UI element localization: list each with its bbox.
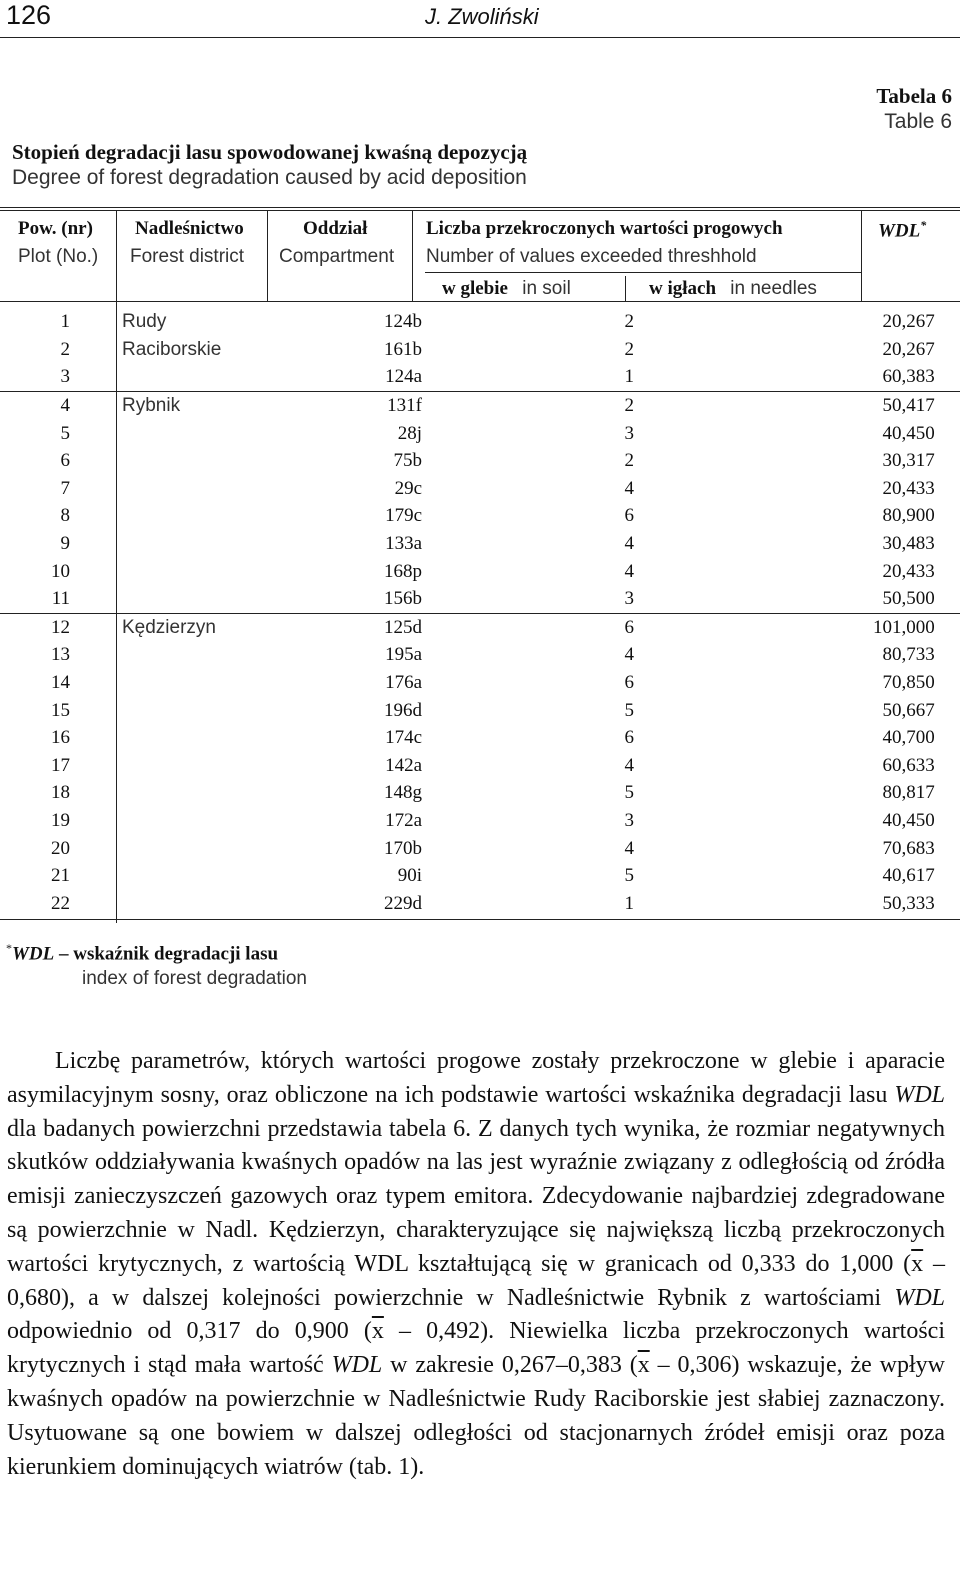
compartment: 170b — [384, 837, 422, 859]
wdl-value: 0,700 — [892, 727, 935, 749]
compartment: 124b — [384, 311, 422, 333]
table-row — [0, 585, 960, 613]
compartment: 179c — [385, 505, 422, 527]
plot-number: 9 — [60, 533, 70, 555]
body-paragraph — [7, 1045, 945, 1484]
table-row — [0, 308, 960, 336]
forest-district — [70, 889, 362, 917]
soil-count: 4 — [624, 533, 634, 555]
wdl-value: 0,267 — [892, 338, 935, 360]
col-divider-4 — [625, 276, 626, 301]
soil-count: 4 — [624, 560, 634, 582]
forest-district — [70, 807, 362, 835]
table-row — [0, 862, 960, 890]
compartment: 125d — [384, 616, 422, 638]
wdl-value: 0,383 — [892, 363, 960, 391]
table-row — [0, 502, 960, 530]
needles-count: 5 — [634, 585, 892, 613]
forest-district: Kędzierzyn — [122, 616, 216, 638]
wdl-value: 0,450 — [892, 809, 935, 831]
wdl-value: 0,417 — [892, 395, 935, 417]
compartment: 90i — [397, 865, 422, 887]
compartment: 168p — [384, 560, 422, 582]
col-compartment-pl: Oddział — [303, 218, 368, 239]
col-nr-pl: Pow. (nr) — [18, 218, 93, 239]
table-row — [0, 807, 960, 835]
plot-number: 12 — [51, 616, 70, 638]
table-row — [0, 696, 960, 724]
mean-symbol: $\overline{x}$ — [637, 1352, 650, 1379]
plot-number: 4 — [60, 395, 70, 417]
compartment: 156b — [362, 585, 422, 613]
table-top-rule-2 — [0, 210, 960, 211]
plot-number: 3 — [0, 363, 70, 391]
compartment: 195a — [385, 644, 422, 666]
soil-count: 2 — [624, 311, 634, 333]
page-number: 126 — [6, 0, 52, 30]
plot-number: 15 — [51, 699, 70, 721]
soil-count: 3 — [624, 422, 634, 444]
forest-district — [70, 752, 362, 780]
wdl-value: 0,617 — [892, 865, 935, 887]
table-row — [0, 779, 960, 807]
wdl-abbr: WDL — [894, 1284, 945, 1311]
compartment: 229d — [384, 892, 422, 914]
forest-district: Raciborskie — [122, 338, 222, 360]
needles-count: 4 — [882, 727, 892, 749]
soil-count: 5 — [624, 782, 634, 804]
forest-district — [70, 641, 362, 669]
plot-number: 18 — [51, 782, 70, 804]
plot-number: 5 — [60, 422, 70, 444]
forest-district — [70, 834, 362, 862]
forest-district: Rudy — [122, 311, 167, 333]
forest-district — [70, 585, 362, 613]
col-needles: w igłach in needles — [649, 278, 817, 299]
wdl-value: 0,633 — [892, 754, 935, 776]
plot-number: 8 — [60, 505, 70, 527]
compartment: 124a — [362, 363, 422, 391]
wdl-value: 0,267 — [892, 311, 935, 333]
wdl-value: 0,317 — [892, 450, 935, 472]
body-text-segment: Liczbę parametrów, których wartości progowe zostały przekroczone w glebie i aparacie asymilacyjnym sosny, oraz obliczone na ich podstawie wartości wskaźnika degradacji lasu — [7, 1048, 945, 1108]
soil-count: 6 — [624, 616, 634, 638]
plot-number: 10 — [51, 560, 70, 582]
wdl-abbr: WDL — [894, 1081, 945, 1108]
needles-count: 2 — [882, 311, 892, 333]
forest-district — [70, 557, 362, 585]
soil-count: 1 — [422, 363, 634, 391]
forest-district — [70, 447, 362, 475]
compartment: 176a — [385, 672, 422, 694]
col-compartment-en: Compartment — [279, 246, 395, 267]
col-soil: w glebie in soil — [442, 278, 571, 299]
needles-count: 8 — [882, 782, 892, 804]
plot-number: 11 — [0, 585, 70, 613]
wdl-value: 0,900 — [892, 505, 935, 527]
table-row — [0, 834, 960, 862]
compartment: 133a — [385, 533, 422, 555]
wdl-value: 0,850 — [892, 672, 935, 694]
soil-count: 3 — [624, 809, 634, 831]
soil-count: 3 — [422, 585, 634, 613]
plot-number: 2 — [60, 338, 70, 360]
table-row — [0, 530, 960, 558]
running-author: J. Zwoliński — [425, 4, 539, 29]
table-row — [0, 613, 960, 641]
data-table — [0, 308, 960, 917]
wdl-value: 1,000 — [892, 616, 935, 638]
wdl-value: 0,817 — [892, 782, 935, 804]
table-row — [0, 419, 960, 447]
mean-symbol: $\overline{x}$ — [371, 1318, 384, 1345]
needles-count: 10 — [873, 616, 892, 638]
compartment: 131f — [387, 395, 422, 417]
compartment: 196d — [384, 699, 422, 721]
soil-count: 4 — [624, 644, 634, 666]
body-text-segment: – 0,492). Niewielka liczba przekroczonych wartości krytycznych i stąd mała wartość — [7, 1318, 946, 1379]
needles-count: 6 — [882, 754, 892, 776]
footnote-en: index of forest degradation — [82, 968, 307, 989]
body-text-segment: odpowiednio od 0,317 do 0,900 ( — [7, 1318, 372, 1345]
table-row — [0, 447, 960, 475]
forest-district — [70, 696, 362, 724]
body-text-segment: dla badanych powierzchni przedstawia tabela 6. Z danych tych wynika, że rozmiar negatywnych skutków oddziaływania kwaśnych opadów na las jest wyraźnie związany z odległością od źródła emisji zanieczyszczeń gazowych oraz typem emitora. Zdecydowanie najbardziej zdegradowane są powierzchnie w Nadl. Kędzierzyn, charakteryzujące się największą liczbą przekroczonych wartości krytycznych, z wartością WDL kształtującą się w granicach od 0,333 do 1,000 ( — [7, 1115, 945, 1277]
needles-count: 3 — [882, 533, 892, 555]
needles-count: 8 — [882, 505, 892, 527]
plot-number: 7 — [60, 477, 70, 499]
wdl-value: 0,733 — [892, 644, 935, 666]
table-row — [0, 363, 960, 391]
plot-number: 14 — [51, 672, 70, 694]
table-label-pl: Tabela 6 — [876, 84, 952, 108]
needles-count: 4 — [882, 809, 892, 831]
needles-count: 2 — [882, 338, 892, 360]
wdl-value: 0,450 — [892, 422, 935, 444]
forest-district — [70, 669, 362, 697]
plot-number: 16 — [51, 727, 70, 749]
col-exceeded-pl: Liczba przekroczonych wartości progowych — [426, 218, 783, 239]
forest-district — [70, 419, 362, 447]
plot-number: 20 — [51, 837, 70, 859]
soil-count: 2 — [624, 450, 634, 472]
forest-district — [70, 502, 362, 530]
soil-count: 1 — [624, 892, 634, 914]
body-text-segment: – 0,680), a w dalszej kolejności powierzchnie w Nadleśnictwie Rybnik z wartościami — [7, 1250, 946, 1311]
forest-district — [70, 724, 362, 752]
soil-count: 5 — [624, 865, 634, 887]
table-title-pl: Stopień degradacji lasu spowodowanej kwaśną depozycją — [12, 140, 528, 164]
col-divider-2 — [267, 210, 268, 301]
compartment: 174c — [385, 727, 422, 749]
wdl-value: 0,667 — [892, 699, 935, 721]
header-bottom-rule — [0, 301, 960, 302]
table-bottom-rule-2 — [0, 919, 960, 920]
soil-count: 2 — [624, 395, 634, 417]
needles-count: 6 — [634, 363, 892, 391]
table-row — [0, 391, 960, 419]
wdl-value: 0,500 — [892, 585, 960, 613]
compartment: 29c — [394, 477, 422, 499]
table-row — [0, 475, 960, 503]
needles-count: 7 — [882, 837, 892, 859]
table-row — [0, 889, 960, 917]
table-row — [0, 641, 960, 669]
needles-count: 4 — [882, 422, 892, 444]
plot-number: 17 — [51, 754, 70, 776]
needles-count: 4 — [882, 865, 892, 887]
plot-number: 13 — [51, 644, 70, 666]
mean-symbol: $\overline{x}$ — [911, 1250, 924, 1277]
compartment: 28j — [397, 422, 422, 444]
forest-district — [70, 862, 362, 890]
compartment: 161b — [384, 338, 422, 360]
wdl-value: 0,433 — [892, 560, 935, 582]
col-district-pl: Nadleśnictwo — [135, 218, 244, 239]
table-row — [0, 669, 960, 697]
soil-count: 5 — [624, 699, 634, 721]
needles-count: 5 — [882, 395, 892, 417]
plot-number: 19 — [51, 809, 70, 831]
footnote-pl: *WDL – wskaźnik degradacji lasu — [6, 941, 279, 965]
body-text-segment: w zakresie 0,267–0,383 ( — [382, 1352, 638, 1379]
col-divider-3 — [412, 210, 413, 301]
table-top-rule-1 — [0, 207, 960, 208]
needles-count: 2 — [882, 560, 892, 582]
col-divider-5 — [861, 210, 862, 301]
wdl-value: 0,433 — [892, 477, 935, 499]
table-row — [0, 336, 960, 364]
header-rule — [0, 37, 960, 38]
plot-number: 1 — [60, 311, 70, 333]
wdl-abbr: WDL — [331, 1352, 383, 1379]
col-exceeded-en: Number of values exceeded threshhold — [426, 246, 757, 267]
needles-count: 3 — [882, 450, 892, 472]
table-label-en: Table 6 — [884, 110, 952, 133]
compartment: 148g — [384, 782, 422, 804]
forest-district — [70, 363, 362, 391]
needles-count: 8 — [882, 644, 892, 666]
soil-count: 2 — [624, 338, 634, 360]
forest-district — [70, 779, 362, 807]
compartment: 172a — [385, 809, 422, 831]
wdl-value: 0,483 — [892, 533, 935, 555]
plot-number: 6 — [60, 450, 70, 472]
needles-count: 7 — [882, 672, 892, 694]
subheader-rule — [425, 272, 861, 273]
table-row — [0, 724, 960, 752]
plot-number: 22 — [51, 892, 70, 914]
forest-district — [70, 475, 362, 503]
table-row — [0, 752, 960, 780]
plot-number: 21 — [51, 865, 70, 887]
forest-district — [70, 530, 362, 558]
col-district-en: Forest district — [130, 246, 245, 267]
table-row — [0, 557, 960, 585]
table-title-en: Degree of forest degradation caused by acid deposition — [12, 166, 527, 189]
needles-count: 2 — [882, 477, 892, 499]
forest-district: Rybnik — [122, 395, 181, 417]
wdl-value: 0,333 — [892, 892, 935, 914]
body-text-segment: – 0,306) wskazuje, że wpływ kwaśnych opadów na powierzchnie w Nadleśnictwie Rudy Raciborskie jest słabiej zaznaczony. Usytuowane są one bowiem w dalszej odległości od stacjonarnych źródeł emisji oraz poza kierunkiem dominujących wiatrów (tab. 1). — [7, 1352, 945, 1480]
soil-count: 6 — [624, 727, 634, 749]
needles-count: 5 — [882, 892, 892, 914]
col-wdl: WDL* — [878, 218, 927, 242]
soil-count: 4 — [624, 754, 634, 776]
soil-count: 4 — [624, 477, 634, 499]
col-nr-en: Plot (No.) — [18, 246, 99, 267]
compartment: 75b — [393, 450, 422, 472]
soil-count: 6 — [624, 505, 634, 527]
needles-count: 5 — [882, 699, 892, 721]
soil-count: 6 — [624, 672, 634, 694]
compartment: 142a — [385, 754, 422, 776]
soil-count: 4 — [624, 837, 634, 859]
wdl-value: 0,683 — [892, 837, 935, 859]
